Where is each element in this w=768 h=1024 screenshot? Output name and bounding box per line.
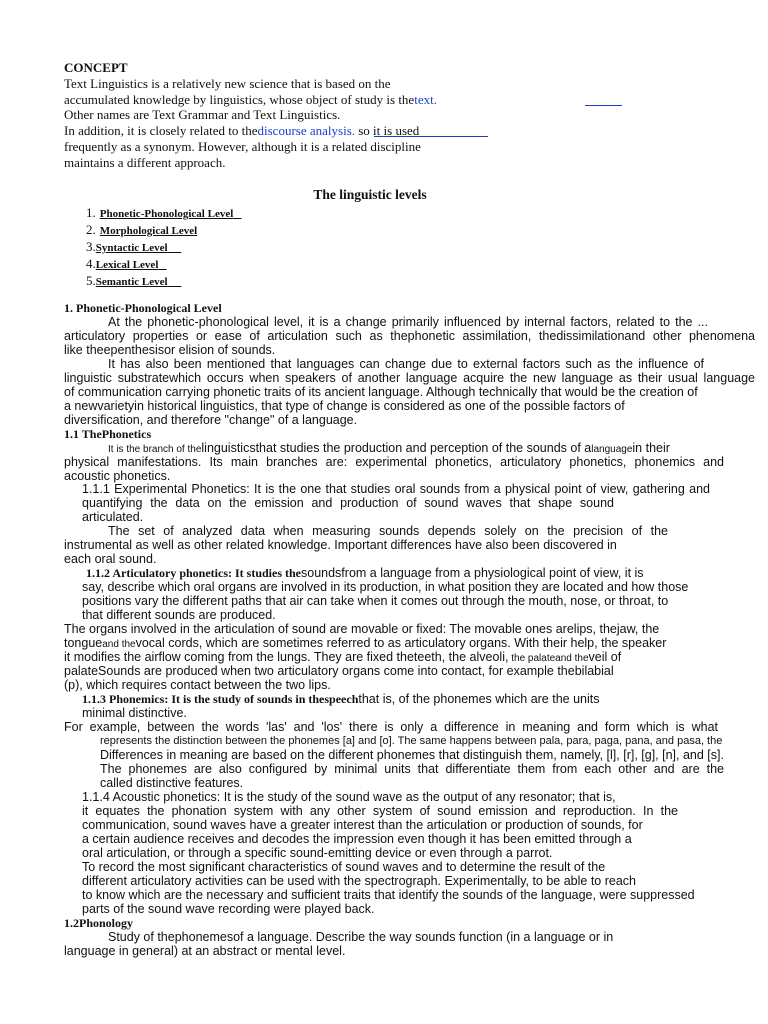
inline-small-text: and the bbox=[555, 653, 589, 664]
paragraph-line: each oral sound. bbox=[64, 552, 157, 566]
concept-line-6: maintains a different approach. bbox=[64, 155, 226, 170]
inline-text: vocal cords, which are sometimes referred to as articulatory organs. With their help, the speaker bbox=[135, 636, 667, 650]
discourse-analysis-link[interactable]: discourse analysis. bbox=[257, 123, 355, 138]
paragraph-line: diversification, and therefore "change" of a language. bbox=[64, 413, 358, 427]
level-item[interactable] bbox=[86, 205, 242, 222]
level-number: 2. bbox=[86, 222, 96, 237]
paragraph-line: positions vary the different paths that air can take when it comes out through the mouth, nose, or throat, to bbox=[82, 594, 669, 608]
level-item[interactable] bbox=[86, 222, 197, 239]
paragraph-line: it equates the phonation system with any other system of sound emission and reproduction. In the bbox=[82, 804, 678, 818]
link-underline-2 bbox=[374, 136, 488, 137]
level-label[interactable]: Semantic Level bbox=[95, 276, 168, 288]
inline-text: it modifies the airflow coming from the lungs. They are fixed theteeth, the alveoli, bbox=[64, 650, 509, 664]
subheading-articulatory-phonetics: 1.1.2 Articulatory phonetics: It studies the bbox=[86, 566, 301, 580]
paragraph-line bbox=[86, 566, 644, 581]
paragraph-line bbox=[82, 692, 600, 707]
inline-text: veil of bbox=[588, 650, 622, 664]
paragraph-line: oral articulation, or through a specific sound-emitting device or even through a parrot. bbox=[82, 846, 553, 860]
level-label[interactable]: Phonetic-Phonological Level bbox=[99, 208, 234, 220]
section-heading-phonology: 1.2Phonology bbox=[64, 916, 134, 930]
level-item[interactable] bbox=[86, 256, 167, 273]
paragraph-line: parts of the sound wave recording were played back. bbox=[82, 902, 375, 916]
paragraph-line: language in general) at an abstract or mental level. bbox=[64, 944, 346, 958]
concept-line-4-text: In addition, it is closely related to the bbox=[64, 123, 258, 138]
concept-line-2 bbox=[64, 92, 437, 107]
paragraph-line: It has also been mentioned that languages can change due to external factors such as the influence of bbox=[108, 357, 704, 371]
paragraph-line: (p), which requires contact between the two lips. bbox=[64, 678, 331, 692]
level-item[interactable] bbox=[86, 273, 181, 290]
link-underline-1 bbox=[585, 105, 622, 106]
paragraph-line: minimal distinctive. bbox=[82, 706, 187, 720]
paragraph-line: The organs involved in the articulation of sound are movable or fixed: The movable ones arelips, thejaw, the bbox=[64, 622, 660, 636]
concept-line-4 bbox=[64, 123, 419, 138]
level-item[interactable] bbox=[86, 239, 181, 256]
level-label[interactable]: Syntactic Level bbox=[95, 242, 168, 254]
paragraph-line: like theepenthesisor elision of sounds. bbox=[64, 343, 276, 357]
paragraph-line: articulated. bbox=[82, 510, 144, 524]
paragraph-line: acoustic phonetics. bbox=[64, 469, 171, 483]
paragraph-line: a certain audience receives and decodes the impression even though it has been emitted through a bbox=[82, 832, 632, 846]
concept-line-4-tail: so it is used bbox=[355, 123, 420, 138]
paragraph-line: 1.1.1 Experimental Phonetics: It is the one that studies oral sounds from a physical point of view, gathering and bbox=[82, 482, 710, 496]
paragraph-line: called distinctive features. bbox=[100, 776, 244, 790]
paragraph-line: linguistic substratewhich occurs when speakers of another language acquire the new language as their usual language bbox=[64, 371, 755, 385]
paragraph-line: To record the most significant characteristics of sound waves and to determine the result of the bbox=[82, 860, 606, 874]
paragraph-line: say, describe which oral organs are involved in its production, in what position they are located and how those bbox=[82, 580, 689, 594]
paragraph-line: quantifying the data on the emission and production of sound waves that shape sound bbox=[82, 496, 614, 510]
inline-text: soundsfrom a language from a physiological point of view, it is bbox=[301, 566, 644, 580]
paragraph-line: 1.1.4 Acoustic phonetics: It is the study of the sound wave as the output of any resonator; that is, bbox=[82, 790, 616, 804]
paragraph-line: Study of thephonemesof a language. Describe the way sounds function (in a language or in bbox=[108, 930, 614, 944]
concept-line-5: frequently as a synonym. However, although it is a related discipline bbox=[64, 139, 421, 154]
levels-title: The linguistic levels bbox=[313, 187, 427, 202]
inline-text: in their bbox=[632, 441, 670, 455]
inline-text: linguisticsthat studies the production and perception of the sounds of a bbox=[201, 441, 592, 455]
paragraph-line: At the phonetic-phonological level, it is a change primarily influenced by internal factors, related to the ... bbox=[108, 315, 708, 329]
paragraph-line: The phonemes are also configured by minimal units that differentiate them from each other and are the bbox=[100, 762, 724, 776]
paragraph-line: The set of analyzed data when measuring sounds depends solely on the precision of the bbox=[108, 524, 668, 538]
level-number: 5. bbox=[86, 273, 96, 288]
section-heading-phonetic-phonological: 1. Phonetic-Phonological Level bbox=[64, 301, 222, 315]
paragraph-line: communication, sound waves have a greater interest than the articulation or production of sounds, for bbox=[82, 818, 643, 832]
section-heading-phonetics: 1.1 ThePhonetics bbox=[64, 427, 152, 441]
text-link[interactable]: text. bbox=[414, 92, 437, 107]
level-label[interactable]: Morphological Level bbox=[99, 225, 198, 237]
paragraph-line: instrumental as well as other related knowledge. Important differences have also been discovered in bbox=[64, 538, 617, 552]
paragraph-line: of communication carrying phonetic traits of its ancient language. Although technically that would be the creation of bbox=[64, 385, 698, 399]
paragraph-line: different articulatory activities can be used with the spectrograph. Experimentally, to be able to reach bbox=[82, 874, 637, 888]
paragraph-line: a newvarietyin historical linguistics, that type of change is considered as one of the possible factors of bbox=[64, 399, 625, 413]
subheading-phonemics: 1.1.3 Phonemics: It is the study of sounds in thespeech bbox=[82, 692, 359, 706]
paragraph-line: Differences in meaning are based on the different phonemes that distinguish them, namely, [l], [r], [g], [n], and [s]. bbox=[100, 748, 724, 762]
inline-text: that is, of the phonemes which are the units bbox=[358, 692, 600, 706]
concept-line-1: Text Linguistics is a relatively new science that is based on the bbox=[64, 76, 391, 91]
paragraph-line: to know which are the necessary and sufficient traits that identify the sounds of the language, were suppressed bbox=[82, 888, 695, 902]
paragraph-line: that different sounds are produced. bbox=[82, 608, 276, 622]
level-number: 4. bbox=[86, 256, 96, 271]
inline-text: tongue bbox=[64, 636, 103, 650]
paragraph-line: palateSounds are produced when two articulatory organs come into contact, for example thebilabial bbox=[64, 664, 614, 678]
inline-small-text: It is the branch of the bbox=[108, 444, 202, 455]
inline-small-text: the palate bbox=[508, 653, 556, 664]
inline-small-text: and the bbox=[102, 639, 136, 650]
paragraph-line: physical manifestations. Its main branches are: experimental phonetics, articulatory phonetics, phonemics and bbox=[64, 455, 724, 469]
level-number: 1. bbox=[86, 205, 96, 220]
paragraph-line: For example, between the words 'las' and 'los' there is only a difference in meaning and form which is what bbox=[64, 720, 718, 734]
level-label[interactable]: Lexical Level bbox=[95, 259, 159, 271]
level-number: 3. bbox=[86, 239, 96, 254]
concept-line-2-text: accumulated knowledge by linguistics, whose object of study is the bbox=[64, 92, 415, 107]
concept-line-3: Other names are Text Grammar and Text Linguistics. bbox=[64, 107, 341, 122]
paragraph-line: articulatory properties or ease of articulation such as thephonetic assimilation, thedissimilationand other phenomena bbox=[64, 329, 755, 343]
paragraph-line: represents the distinction between the phonemes [a] and [o]. The same happens between pala, para, paga, pana, and pasa, the bbox=[100, 735, 723, 747]
inline-small-text: language bbox=[591, 444, 633, 455]
concept-heading: CONCEPT bbox=[64, 60, 128, 75]
